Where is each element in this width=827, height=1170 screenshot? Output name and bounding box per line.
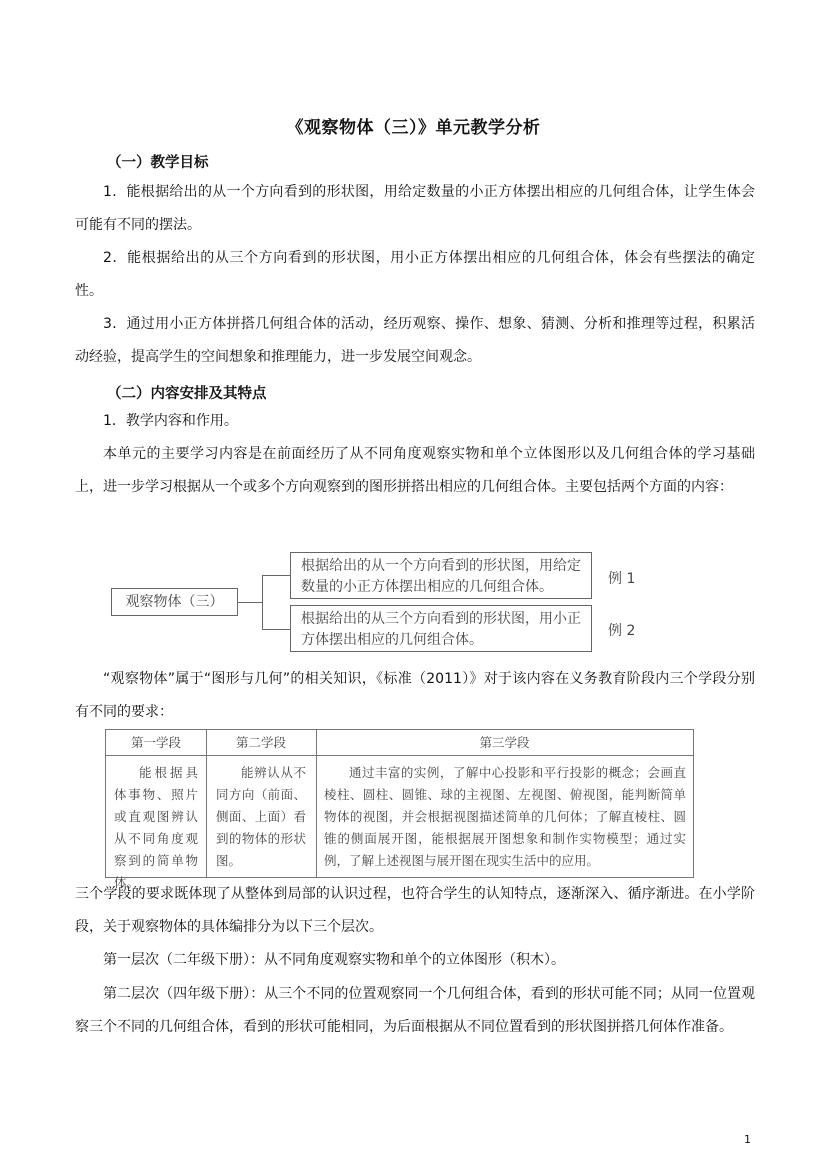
table-header-stage-2: 第二学段 <box>206 730 316 756</box>
section-heading-goals: （一）教学目标 <box>107 155 209 171</box>
table-divider <box>206 730 207 877</box>
paragraph-level-2: 第二层次（四年级下册）：从三个不同的位置观察同一个几何组合体，看到的形状可能不同；从同一位置观察三个不同的几何组合体，看到的形状可能相同，为后面根据从不同位置看到的形状图拼搭几何体作准备。 <box>75 986 755 1035</box>
diagram-connector <box>262 575 263 630</box>
table-cell-stage-3: 通过丰富的实例，了解中心投影和平行投影的概念；会画直棱柱、圆柱、圆锥、球的主视图、左视图、俯视图，能判断简单物体的视图，并会根据视图描述简单的几何体；了解直棱柱、圆锥的侧面展开图，能根据展开图想象和制作实物模型；通过实例，了解上述视图与展开图在现实生活中的应用。 <box>324 765 686 868</box>
subheading-content-role: 1．教学内容和作用。 <box>103 413 238 429</box>
paragraph-unit-content: 本单元的主要学习内容是在前面经历了从不同角度观察实物和单个立体图形以及几何组合体的学习基础上，进一步学习根据从一个或多个方向观察到的图形拼搭出相应的几何组合体。主要包括两个方面的内容： <box>75 446 755 495</box>
paragraph-level-1: 第一层次（二年级下册）：从不同角度观察实物和单个的立体图形（积木）。 <box>103 952 565 968</box>
table-header-stage-1: 第一学段 <box>106 730 206 756</box>
diagram-example-2: 例 2 <box>608 623 636 639</box>
table-cell-stage-2: 能辨认从不同方向（前面、侧面、上面）看到的物体的形状图。 <box>216 765 306 868</box>
section-heading-content: （二）内容安排及其特点 <box>107 386 267 402</box>
goal-item-3: 3．通过用小正方体拼搭几何组合体的活动，经历观察、操作、想象、猜测、分析和推理等过程，积累活动经验，提高学生的空间想象和推理能力，进一步发展空间观念。 <box>75 316 755 365</box>
table-header-stage-3: 第三学段 <box>316 730 693 756</box>
content-diagram <box>111 548 651 658</box>
table-cell-stage-1: 能根据具体事物、照片或直观图辨认从不同角度观察到的简单物体。 <box>114 765 198 890</box>
diagram-connector <box>262 629 290 630</box>
diagram-root-box: 观察物体（三） <box>111 588 238 616</box>
diagram-example-1: 例 1 <box>608 571 636 587</box>
goal-item-1: 1．能根据给出的从一个方向看到的形状图，用给定数量的小正方体摆出相应的几何组合体，让学生体会可能有不同的摆法。 <box>75 184 755 233</box>
paragraph-stage-summary: 三个学段的要求既体现了从整体到局部的认识过程，也符合学生的认知特点，逐渐深入、循序渐进。在小学阶段，关于观察物体的具体编排分为以下三个层次。 <box>75 886 755 935</box>
diagram-connector <box>262 575 290 576</box>
paragraph-standard: “观察物体”属于“图形与几何”的相关知识，《标准（2011）》对于该内容在义务教育阶段内三个学段分别有不同的要求： <box>75 671 755 720</box>
diagram-branch-1: 根据给出的从一个方向看到的形状图，用给定数量的小正方体摆出相应的几何组合体。 <box>290 552 592 599</box>
goal-item-2: 2．能根据给出的从三个方向看到的形状图，用小正方体摆出相应的几何组合体，体会有些摆法的确定性。 <box>75 250 755 299</box>
page-title: 《观察物体（三）》单元教学分析 <box>286 118 541 138</box>
diagram-connector <box>238 602 262 603</box>
diagram-branch-2: 根据给出的从三个方向看到的形状图，用小正方体摆出相应的几何组合体。 <box>290 605 592 652</box>
table-divider <box>316 730 317 877</box>
page-number: 1 <box>744 1133 751 1146</box>
stage-requirements-table <box>105 729 694 890</box>
